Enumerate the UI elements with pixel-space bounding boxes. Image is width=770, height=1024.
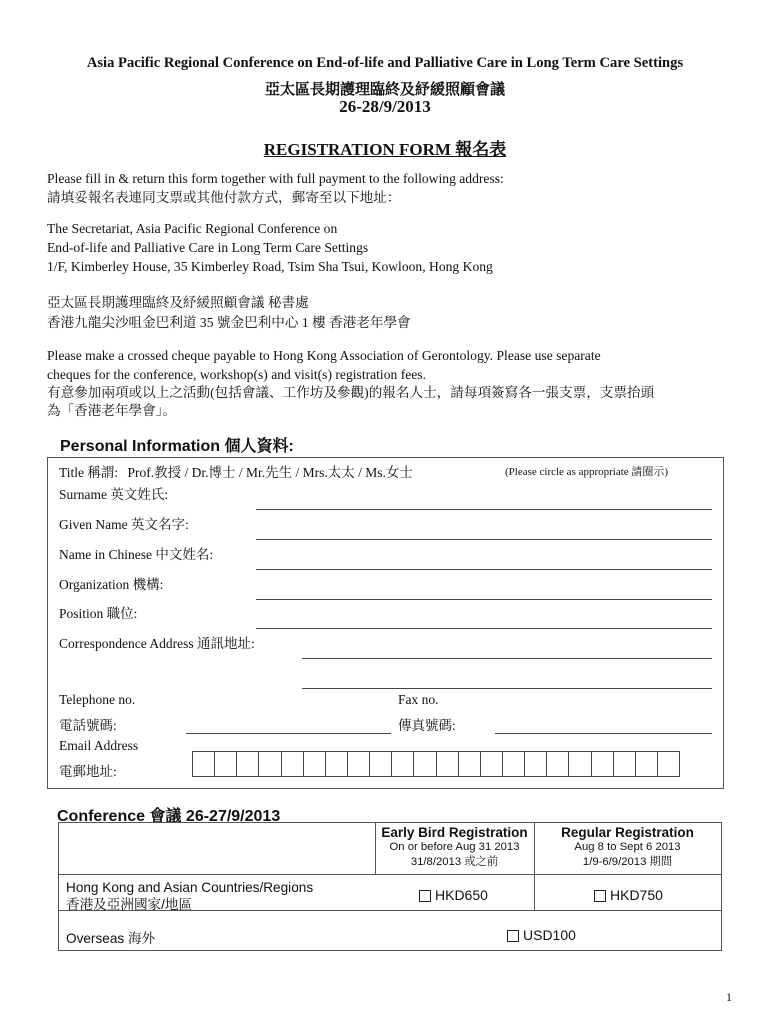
- position-label: Position 職位:: [59, 606, 138, 621]
- email-char-box[interactable]: [592, 752, 614, 776]
- early-bird-fee-option[interactable]: [419, 887, 488, 903]
- email-char-box[interactable]: [237, 752, 259, 776]
- address-zh-line-2: 香港九龍尖沙咀金巴利道 35 號金巴利中心 1 樓 香港老年學會: [47, 315, 411, 330]
- page-number: 1: [726, 990, 732, 1004]
- row-hk-asia-label: [66, 879, 313, 913]
- email-char-box[interactable]: [658, 752, 679, 776]
- address-en-line-3: 1/F, Kimberley House, 35 Kimberley Road, Tsim Sha Tsui, Kowloon, Hong Kong: [47, 259, 493, 274]
- checkbox-icon[interactable]: [594, 890, 606, 902]
- address-en-line-1: The Secretariat, Asia Pacific Regional Conference on: [47, 221, 338, 236]
- email-char-box[interactable]: [414, 752, 436, 776]
- title-note: (Please circle as appropriate 請圈示): [505, 466, 669, 478]
- row-hk-asia-label-en: Hong Kong and Asian Countries/Regions: [66, 880, 314, 895]
- regular-header: [534, 825, 721, 869]
- email-label-en: Email Address: [59, 738, 139, 753]
- overseas-fee: USD100: [523, 927, 576, 943]
- instruction-en: Please fill in & return this form together with full payment to the following address:: [47, 171, 504, 186]
- form-title: REGISTRATION FORM 報名表: [263, 140, 507, 159]
- cheque-zh-line-1: 有意參加兩項或以上之活動(包括會議、工作坊及參觀)的報名人士，請每項簽寫各一張支票，支票抬頭: [47, 385, 655, 400]
- regular-fee: HKD750: [610, 887, 663, 903]
- email-char-box[interactable]: [481, 752, 503, 776]
- regular-fee-option[interactable]: [594, 887, 663, 903]
- conference-title-zh: 亞太區長期護理臨終及紓緩照顧會議: [264, 82, 505, 98]
- checkbox-icon[interactable]: [419, 890, 431, 902]
- regular-line-1: Aug 8 to Sept 6 2013: [574, 841, 681, 853]
- given-name-input-line[interactable]: [256, 539, 712, 540]
- email-input-boxes[interactable]: [192, 751, 680, 777]
- telephone-label-en: Telephone no.: [59, 692, 136, 707]
- telephone-label-zh: 電話號碼:: [59, 718, 117, 733]
- early-bird-title: Early Bird Registration: [381, 825, 528, 840]
- fee-table: [58, 822, 722, 951]
- chinese-name-label: Name in Chinese 中文姓名:: [59, 547, 214, 562]
- given-name-label: Given Name 英文名字:: [59, 517, 189, 532]
- telephone-input-line[interactable]: [186, 733, 391, 734]
- personal-info-box: [47, 457, 724, 789]
- address-input-line-2[interactable]: [302, 688, 712, 689]
- checkbox-icon[interactable]: [507, 930, 519, 942]
- overseas-fee-option[interactable]: [507, 927, 576, 943]
- email-char-box[interactable]: [304, 752, 326, 776]
- early-bird-line-1: On or before Aug 31 2013: [389, 841, 520, 853]
- early-bird-line-2: 31/8/2013 或之前: [410, 856, 499, 868]
- email-char-box[interactable]: [370, 752, 392, 776]
- email-char-box[interactable]: [437, 752, 459, 776]
- email-char-box[interactable]: [259, 752, 281, 776]
- email-char-box[interactable]: [525, 752, 547, 776]
- email-char-box[interactable]: [215, 752, 237, 776]
- fax-label-en: Fax no.: [398, 692, 439, 707]
- email-char-box[interactable]: [348, 752, 370, 776]
- address-zh-line-1: 亞太區長期護理臨終及紓緩照顧會議 秘書處: [47, 295, 309, 310]
- chinese-name-input-line[interactable]: [256, 569, 712, 570]
- address-label: Correspondence Address 通訊地址:: [59, 636, 255, 651]
- conference-heading: Conference 會議 26-27/9/2013: [57, 808, 281, 825]
- address-input-line-1[interactable]: [302, 658, 712, 659]
- early-bird-fee: HKD650: [435, 887, 488, 903]
- regular-title: Regular Registration: [561, 825, 694, 840]
- organization-input-line[interactable]: [256, 599, 712, 600]
- conference-dates: 26-28/9/2013: [339, 97, 431, 116]
- email-char-box[interactable]: [547, 752, 569, 776]
- regular-line-2: 1/9-6/9/2013 期間: [582, 856, 673, 868]
- email-char-box[interactable]: [569, 752, 591, 776]
- position-input-line[interactable]: [256, 628, 712, 629]
- email-char-box[interactable]: [503, 752, 525, 776]
- conference-title-en: Asia Pacific Regional Conference on End-of-life and Palliative Care in Long Term Care Settings: [86, 55, 684, 71]
- row-overseas-label: Overseas 海外: [66, 931, 156, 946]
- email-char-box[interactable]: [326, 752, 348, 776]
- cheque-zh-line-2: 為「香港老年學會」。: [47, 403, 177, 418]
- email-char-box[interactable]: [282, 752, 304, 776]
- cheque-en-line-1: Please make a crossed cheque payable to Hong Kong Association of Gerontology. Please use separate: [47, 348, 601, 363]
- early-bird-header: [375, 825, 534, 869]
- title-options[interactable]: Prof.教授 / Dr.博士 / Mr.先生 / Mrs.太太 / Ms.女士: [127, 465, 413, 480]
- email-char-box[interactable]: [392, 752, 414, 776]
- title-label: Title 稱謂:: [59, 465, 119, 480]
- email-char-box[interactable]: [193, 752, 215, 776]
- cheque-en-line-2: cheques for the conference, workshop(s) and visit(s) registration fees.: [47, 367, 426, 382]
- address-en-line-2: End-of-life and Palliative Care in Long Term Care Settings: [47, 240, 369, 255]
- email-char-box[interactable]: [636, 752, 658, 776]
- email-label-zh: 電郵地址:: [59, 764, 117, 779]
- email-char-box[interactable]: [459, 752, 481, 776]
- fax-input-line[interactable]: [495, 733, 712, 734]
- organization-label: Organization 機構:: [59, 577, 164, 592]
- email-char-box[interactable]: [614, 752, 636, 776]
- personal-info-heading: Personal Information 個人資料:: [60, 438, 294, 455]
- surname-input-line[interactable]: [256, 509, 712, 510]
- fax-label-zh: 傳真號碼:: [398, 718, 456, 733]
- surname-label: Surname 英文姓氏:: [59, 487, 169, 502]
- instruction-zh: 請填妥報名表連同支票或其他付款方式，郵寄至以下地址：: [47, 190, 401, 205]
- row-hk-asia-label-zh: 香港及亞洲國家/地區: [66, 897, 193, 912]
- title-field: [59, 461, 413, 481]
